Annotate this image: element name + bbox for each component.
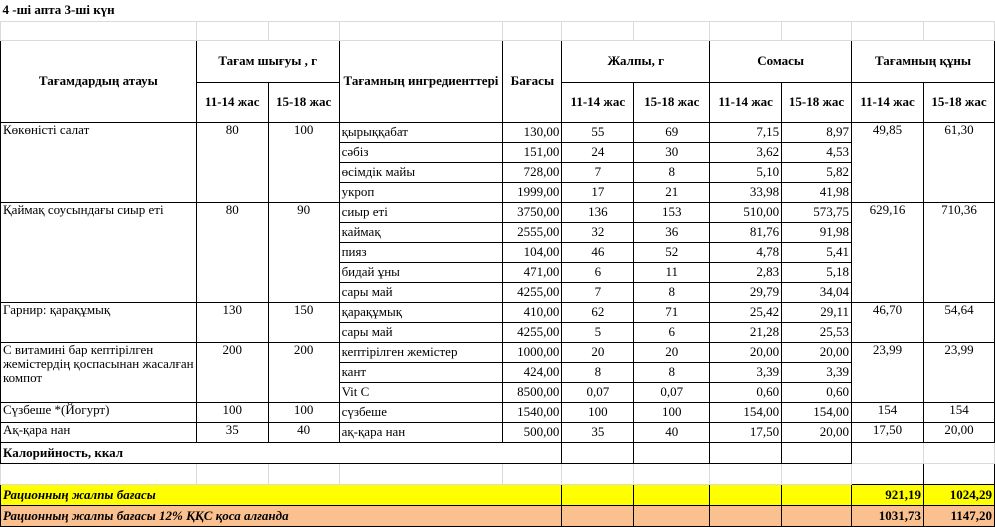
ingredient-grams-15-18[interactable]: 8 [634, 162, 710, 182]
ingredient-grams-15-18[interactable]: 20 [634, 342, 710, 362]
dish-cost-11-14[interactable]: 46,70 [852, 302, 924, 342]
ration-vat-11-14[interactable]: 1031,73 [852, 505, 924, 526]
ingredient-sum-11-14[interactable]: 154,00 [710, 402, 782, 422]
ingredient-grams-11-14[interactable]: 100 [562, 402, 634, 422]
ingredient-sum-15-18[interactable]: 29,11 [782, 302, 852, 322]
ingredient-sum-15-18[interactable]: 91,98 [782, 222, 852, 242]
header-age-11-14[interactable]: 11-14 жас [562, 82, 634, 122]
header-age-15-18[interactable]: 15-18 жас [923, 82, 994, 122]
ingredient-grams-15-18[interactable]: 100 [634, 402, 710, 422]
ingredient-sum-11-14[interactable]: 21,28 [710, 322, 782, 342]
ingredient-name[interactable]: укроп [339, 182, 503, 202]
dish-yield-11-14[interactable]: 80 [196, 122, 268, 202]
dish-yield-11-14[interactable]: 35 [196, 422, 268, 442]
header-age-11-14[interactable]: 11-14 жас [196, 82, 268, 122]
ingredient-grams-11-14[interactable]: 7 [562, 282, 634, 302]
ingredient-grams-11-14[interactable]: 8 [562, 362, 634, 382]
dish-cost-15-18[interactable]: 61,30 [923, 122, 994, 202]
ingredient-sum-11-14[interactable]: 3,39 [710, 362, 782, 382]
ingredient-sum-15-18[interactable]: 3,39 [782, 362, 852, 382]
ingredient-name[interactable]: өсімдік майы [339, 162, 503, 182]
dish-cost-11-14[interactable]: 154 [852, 402, 924, 422]
header-age-11-14[interactable]: 11-14 жас [710, 82, 782, 122]
dish-name[interactable]: Көкөністі салат [1, 122, 197, 202]
header-age-11-14[interactable]: 11-14 жас [852, 82, 924, 122]
dish-name[interactable]: Гарнир: қарақұмық [1, 302, 197, 342]
header-age-15-18[interactable]: 15-18 жас [782, 82, 852, 122]
ingredient-sum-11-14[interactable]: 2,83 [710, 262, 782, 282]
ingredient-price[interactable]: 3750,00 [503, 202, 562, 222]
ingredient-sum-15-18[interactable]: 5,41 [782, 242, 852, 262]
ingredient-price[interactable]: 4255,00 [503, 322, 562, 342]
dish-yield-15-18[interactable]: 90 [268, 202, 339, 302]
dish-name[interactable]: С витамині бар кептірілген жемістердің қоспасынан жасалған компот [1, 342, 197, 402]
dish-cost-15-18[interactable]: 154 [923, 402, 994, 422]
dish-name[interactable]: Ақ-қара нан [1, 422, 197, 442]
dish-cost-15-18[interactable]: 23,99 [923, 342, 994, 402]
ingredient-row [1, 342, 995, 362]
ingredient-sum-11-14[interactable]: 25,42 [710, 302, 782, 322]
dish-yield-11-14[interactable]: 80 [196, 202, 268, 302]
ration-vat-row [1, 505, 995, 526]
ingredient-grams-15-18[interactable]: 36 [634, 222, 710, 242]
ingredient-grams-11-14[interactable]: 20 [562, 342, 634, 362]
ingredient-price[interactable]: 500,00 [503, 422, 562, 442]
ingredient-row [1, 122, 995, 142]
ingredient-grams-15-18[interactable]: 40 [634, 422, 710, 442]
ingredient-name[interactable]: қырыққабат [339, 122, 503, 142]
ingredient-grams-11-14[interactable]: 7 [562, 162, 634, 182]
ingredient-sum-11-14[interactable]: 81,76 [710, 222, 782, 242]
ingredient-price[interactable]: 1000,00 [503, 342, 562, 362]
ingredient-sum-11-14[interactable]: 7,15 [710, 122, 782, 142]
dish-cost-11-14[interactable]: 23,99 [852, 342, 924, 402]
ration-total-label[interactable]: Рационның жалпы бағасы [1, 484, 562, 505]
ingredient-price[interactable]: 410,00 [503, 302, 562, 322]
ingredient-price[interactable]: 104,00 [503, 242, 562, 262]
header-price[interactable]: Бағасы [503, 40, 562, 122]
dish-cost-15-18[interactable]: 20,00 [923, 422, 994, 442]
ingredient-grams-11-14[interactable]: 136 [562, 202, 634, 222]
ingredient-grams-15-18[interactable]: 153 [634, 202, 710, 222]
ingredient-name[interactable]: Vit C [339, 382, 503, 402]
header-sum[interactable]: Сомасы [710, 40, 852, 82]
ingredient-grams-15-18[interactable]: 71 [634, 302, 710, 322]
dish-yield-15-18[interactable]: 100 [268, 402, 339, 422]
ingredient-grams-11-14[interactable]: 35 [562, 422, 634, 442]
ingredient-name[interactable]: сүзбеше [339, 402, 503, 422]
ingredient-price[interactable]: 4255,00 [503, 282, 562, 302]
ingredient-grams-15-18[interactable]: 8 [634, 362, 710, 382]
dish-cost-11-14[interactable]: 49,85 [852, 122, 924, 202]
ingredient-price[interactable]: 8500,00 [503, 382, 562, 402]
ingredient-price[interactable]: 1540,00 [503, 402, 562, 422]
dish-name[interactable]: Қаймақ соусындағы сиыр еті [1, 202, 197, 302]
ingredient-sum-15-18[interactable]: 4,53 [782, 142, 852, 162]
dish-cost-15-18[interactable]: 54,64 [923, 302, 994, 342]
dish-yield-15-18[interactable]: 150 [268, 302, 339, 342]
ingredient-grams-15-18[interactable]: 52 [634, 242, 710, 262]
ingredient-grams-11-14[interactable]: 0,07 [562, 382, 634, 402]
ingredient-sum-11-14[interactable]: 29,79 [710, 282, 782, 302]
ration-vat-15-18[interactable]: 1147,20 [923, 505, 994, 526]
ingredient-grams-11-14[interactable]: 55 [562, 122, 634, 142]
ingredient-grams-15-18[interactable]: 30 [634, 142, 710, 162]
ingredient-name[interactable]: сиыр еті [339, 202, 503, 222]
ingredient-sum-15-18[interactable]: 25,53 [782, 322, 852, 342]
ingredient-row [1, 202, 995, 222]
header-age-15-18[interactable]: 15-18 жас [268, 82, 339, 122]
ingredient-grams-11-14[interactable]: 5 [562, 322, 634, 342]
ingredient-name[interactable]: пияз [339, 242, 503, 262]
ingredient-grams-15-18[interactable]: 69 [634, 122, 710, 142]
ration-vat-label[interactable]: Рационның жалпы бағасы 12% ҚҚС қоса алғанда [1, 505, 562, 526]
ingredient-sum-11-14[interactable]: 3,62 [710, 142, 782, 162]
ingredient-grams-15-18[interactable]: 6 [634, 322, 710, 342]
ingredient-name[interactable]: кептірілген жемістер [339, 342, 503, 362]
ingredient-grams-11-14[interactable]: 62 [562, 302, 634, 322]
ingredient-sum-15-18[interactable]: 154,00 [782, 402, 852, 422]
ingredient-row [1, 422, 995, 442]
ingredient-name[interactable]: бидай ұны [339, 262, 503, 282]
ingredient-name[interactable]: кант [339, 362, 503, 382]
ingredient-grams-15-18[interactable]: 0,07 [634, 382, 710, 402]
ingredient-sum-15-18[interactable]: 5,82 [782, 162, 852, 182]
ingredient-grams-15-18[interactable]: 11 [634, 262, 710, 282]
ingredient-sum-15-18[interactable]: 34,04 [782, 282, 852, 302]
ration-total-11-14[interactable]: 921,19 [852, 484, 924, 505]
dish-rows [1, 122, 995, 442]
ingredient-name[interactable]: қарақұмық [339, 302, 503, 322]
ingredient-price[interactable]: 471,00 [503, 262, 562, 282]
ingredient-name[interactable]: сары май [339, 282, 503, 302]
ingredient-price[interactable]: 1999,00 [503, 182, 562, 202]
calorie-label[interactable]: Калорийность, ккал [1, 442, 562, 463]
ingredient-sum-11-14[interactable]: 20,00 [710, 342, 782, 362]
ingredient-grams-11-14[interactable]: 6 [562, 262, 634, 282]
ingredient-grams-11-14[interactable]: 17 [562, 182, 634, 202]
ingredient-sum-15-18[interactable]: 8,97 [782, 122, 852, 142]
ingredient-row [1, 402, 995, 422]
header-cost[interactable]: Тағамның құны [852, 40, 995, 82]
ingredient-grams-15-18[interactable]: 8 [634, 282, 710, 302]
ingredient-sum-15-18[interactable]: 573,75 [782, 202, 852, 222]
ingredient-row [1, 302, 995, 322]
header-age-15-18[interactable]: 15-18 жас [634, 82, 710, 122]
ingredient-name[interactable]: ақ-қара нан [339, 422, 503, 442]
ingredient-grams-11-14[interactable]: 32 [562, 222, 634, 242]
ingredient-sum-15-18[interactable]: 0,60 [782, 382, 852, 402]
ingredient-sum-15-18[interactable]: 5,18 [782, 262, 852, 282]
ingredient-sum-11-14[interactable]: 4,78 [710, 242, 782, 262]
ingredient-price[interactable]: 151,00 [503, 142, 562, 162]
ingredient-sum-11-14[interactable]: 510,00 [710, 202, 782, 222]
dish-yield-15-18[interactable]: 100 [268, 122, 339, 202]
ingredient-grams-11-14[interactable]: 46 [562, 242, 634, 262]
dish-yield-15-18[interactable]: 200 [268, 342, 339, 402]
ingredient-sum-15-18[interactable]: 41,98 [782, 182, 852, 202]
ingredient-price[interactable]: 130,00 [503, 122, 562, 142]
dish-yield-11-14[interactable]: 100 [196, 402, 268, 422]
dish-name[interactable]: Сүзбеше *(Йогурт) [1, 402, 197, 422]
ingredient-sum-11-14[interactable]: 5,10 [710, 162, 782, 182]
ingredient-sum-15-18[interactable]: 20,00 [782, 342, 852, 362]
ingredient-grams-11-14[interactable]: 24 [562, 142, 634, 162]
dish-cost-15-18[interactable]: 710,36 [923, 202, 994, 302]
ingredient-sum-11-14[interactable]: 17,50 [710, 422, 782, 442]
dish-yield-11-14[interactable]: 130 [196, 302, 268, 342]
ingredient-price[interactable]: 424,00 [503, 362, 562, 382]
ration-total-15-18[interactable]: 1024,29 [923, 484, 994, 505]
ingredient-price[interactable]: 2555,00 [503, 222, 562, 242]
ingredient-sum-11-14[interactable]: 33,98 [710, 182, 782, 202]
ingredient-sum-15-18[interactable]: 20,00 [782, 422, 852, 442]
dish-cost-11-14[interactable]: 629,16 [852, 202, 924, 302]
dish-yield-15-18[interactable]: 40 [268, 422, 339, 442]
header-ingredients[interactable]: Тағамның ингредиенттері [339, 40, 503, 122]
ingredient-name[interactable]: сәбіз [339, 142, 503, 162]
dish-cost-11-14[interactable]: 17,50 [852, 422, 924, 442]
ingredient-grams-15-18[interactable]: 21 [634, 182, 710, 202]
ingredient-sum-11-14[interactable]: 0,60 [710, 382, 782, 402]
sheet-title[interactable]: 4 -ші апта 3-ші күн [2, 2, 115, 18]
header-dish-name[interactable]: Тағамдардың атауы [1, 40, 197, 122]
dish-yield-11-14[interactable]: 200 [196, 342, 268, 402]
header-yield[interactable]: Тағам шығуы , г [196, 40, 339, 82]
header-total[interactable]: Жалпы, г [562, 40, 710, 82]
ingredient-name[interactable]: сары май [339, 322, 503, 342]
ingredient-price[interactable]: 728,00 [503, 162, 562, 182]
ration-total-row [1, 484, 995, 505]
ingredient-name[interactable]: каймақ [339, 222, 503, 242]
